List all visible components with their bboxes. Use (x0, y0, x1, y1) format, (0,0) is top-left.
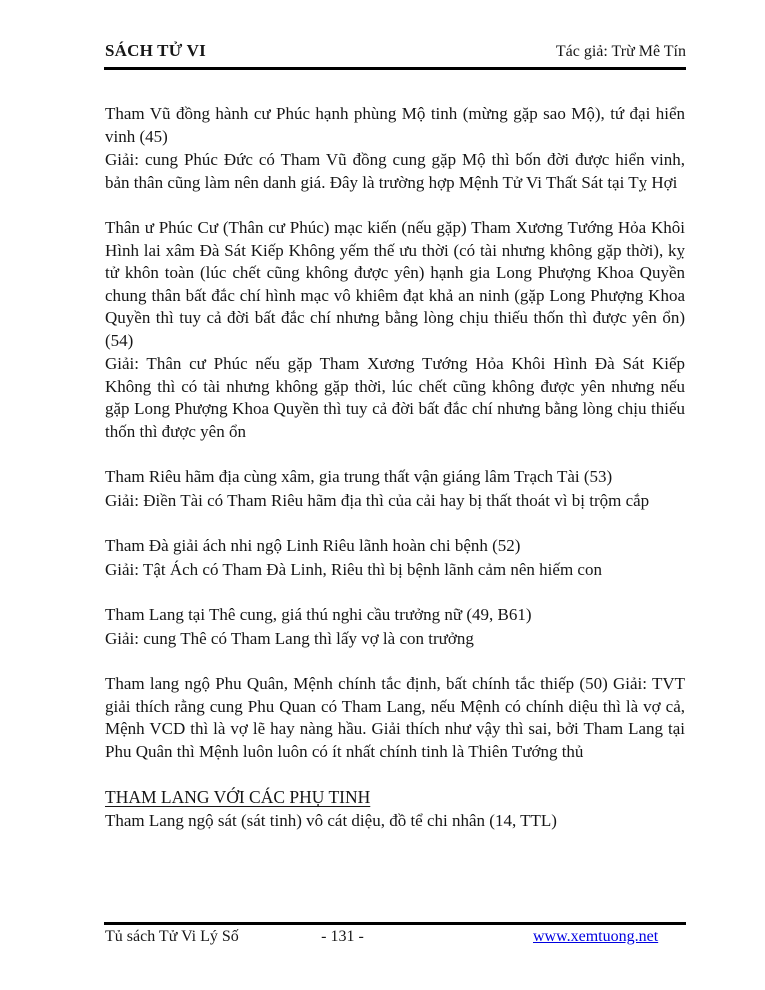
paragraph: Giải: Thân cư Phúc nếu gặp Tham Xương Tướng Hỏa Khôi Hình Đà Sát Kiếp Không thì có tài nhưng không gặp thời, lúc chết cũng không được yên nhưng nếu gặp Long Phượng Khoa Quyền thì tuy cả đời bất đắc chí nhưng bằng lòng chịu thiếu thốn thì được yên ổn (105, 354, 685, 441)
document-body (105, 102, 685, 832)
paragraph: Tham Vũ đồng hành cư Phúc hạnh phùng Mộ tinh (mừng gặp sao Mộ), tứ đại hiển vinh (45) (105, 104, 685, 146)
paragraph: Giải: Tật Ách có Tham Đà Linh, Riêu thì bị bệnh lãnh cảm nên hiếm con (105, 559, 602, 579)
paragraph: Tham Riêu hãm địa cùng xâm, gia trung thất vận giáng lâm Trạch Tài (53) (105, 467, 613, 486)
footer-rule (104, 922, 686, 925)
website-link[interactable]: www.xemtuong.net (533, 928, 659, 945)
paragraph: Giải: cung Phúc Đức có Tham Vũ đồng cung gặp Mộ thì bốn đời được hiển vinh, bản thân cũng làm nên danh giá. Đây là trường hợp Mệnh Tử Vi Thất Sát tại Tỵ Hợi (105, 150, 685, 192)
header-rule (104, 67, 686, 70)
paragraph: Giải: cung Thê có Tham Lang thì lấy vợ là con trưởng (105, 628, 474, 648)
paragraph: Tham Lang ngộ sát (sát tinh) vô cát diệu, đồ tể chi nhân (14, TTL) (105, 810, 557, 830)
page-number: - 131 - (321, 928, 364, 945)
paragraph: Tham Đà giải ách nhi ngộ Linh Riêu lãnh hoàn chi bệnh (52) (105, 536, 521, 555)
author-credit: Tác giả: Trừ Mê Tín (555, 43, 686, 60)
footer-series-title: Tủ sách Tử Vi Lý Số (105, 928, 239, 945)
section-heading: THAM LANG VỚI CÁC PHỤ TINH (105, 787, 371, 807)
paragraph: Giải: Điền Tài có Tham Riêu hãm địa thì của cải hay bị thất thoát vì bị trộm cắp (105, 490, 650, 510)
paragraph: Tham Lang tại Thê cung, giá thú nghi cầu trưởng nữ (49, B61) (105, 605, 532, 624)
book-title: SÁCH TỬ VI (105, 41, 206, 60)
paragraph: Thân ư Phúc Cư (Thân cư Phúc) mạc kiến (nếu gặp) Tham Xương Tướng Hỏa Khôi Hình lai xâm Đà Sát Kiếp Không yếm thế ưu thời (có tài nhưng không gặp thời), kỵ tử khôn toàn (lúc chết cũng không được yên) hạnh gia Long Phượng Khoa Quyền chung thân bất đắc chí hình mạc vô khiêm đạt khả an ninh (gặp Long Phượng Khoa Quyền thì tuy cả đời bất đắc chí nhưng bằng lòng chịu thiếu thốn thì được yên ổn) (54) (105, 218, 685, 350)
page-header (105, 41, 686, 61)
paragraph: Tham lang ngộ Phu Quân, Mệnh chính tắc định, bất chính tắc thiếp (50) Giải: TVT giải thích rằng cung Phu Quan có Tham Lang, nếu Mệnh có chính diệu thì là vợ cả, Mệnh VCD thì là vợ lẽ hay nàng hầu. Giải thích như vậy thì sai, bởi Tham Lang tại Phu Quân thì Mệnh luôn luôn có ít nhất chính tinh là Thiên Tướng thủ (105, 674, 685, 761)
